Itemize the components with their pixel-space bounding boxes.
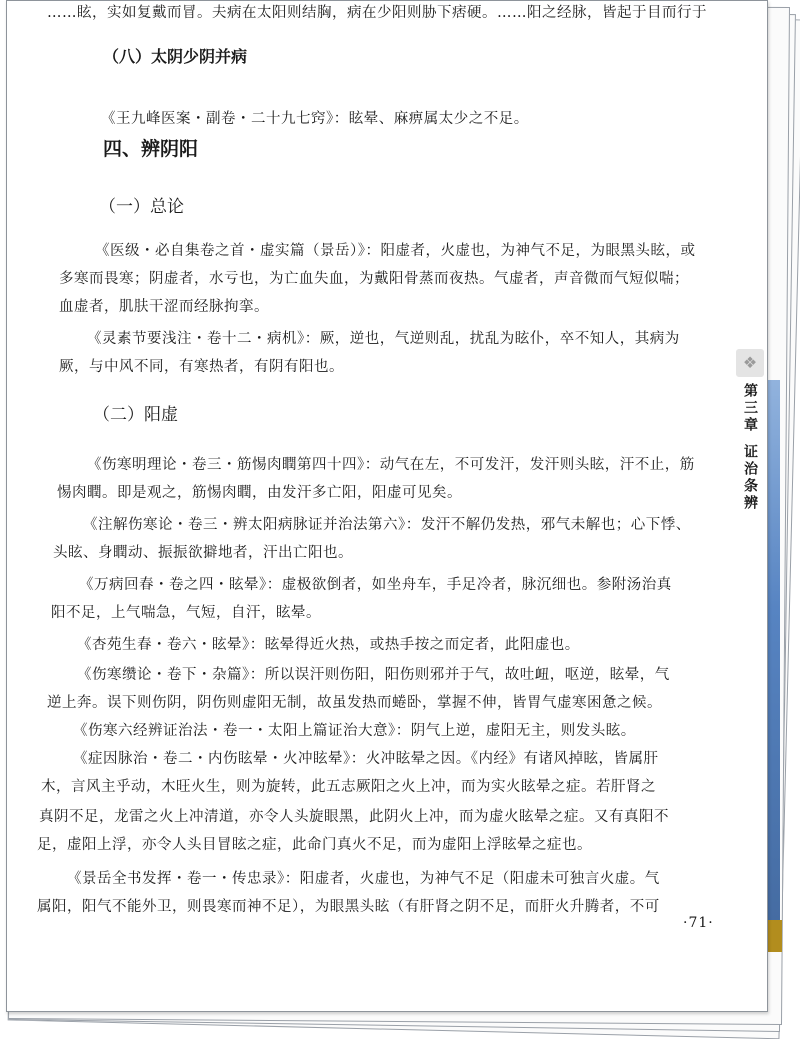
citation-line: 《杏苑生春・卷六・眩晕》：眩晕得近火热，或热手按之而定者，此阳虚也。 — [77, 637, 580, 653]
subsection-heading: （二）阳虚 — [93, 405, 178, 425]
citation-line: 《伤寒六经辨证治法・卷一・太阳上篇证治大意》：阴气上逆，虚阳无主，则发头眩。 — [73, 723, 636, 739]
text-line: 阳不足，上气喘急，气短，自汗，眩晕。 — [51, 605, 321, 621]
text-line: 厥，与中风不同，有寒热者，有阴有阳也。 — [59, 359, 344, 375]
citation-line: 《伤寒缵论・卷下・杂篇》：所以误汗则伤阳，阳伤则邪并于气，故吐衄，呕逆，眩晕，气 — [77, 667, 670, 683]
citation-line: 《景岳全书发挥・卷一・传忠录》：阳虚者，火虚也，为神气不足（阳虚未可独言火虚。气 — [67, 871, 660, 887]
chapter-heading: 四、辨阴阳 — [103, 138, 199, 160]
text-line: 真阴不足，龙雷之火上冲清道，亦令人头旋眼黑，此阴火上冲，而为虚火眩晕之症。又有真阳不 — [39, 809, 669, 825]
text-line: 足，虚阳上浮，亦令人头目冒眩之症，此命门真火不足，而为虚阳上浮眩晕之症也。 — [37, 837, 592, 853]
citation-line: 《症因脉治・卷二・内伤眩晕・火冲眩晕》：火冲眩晕之因。《内经》有诸风掉眩，皆属肝 — [73, 751, 659, 767]
subsection-heading: （一）总论 — [99, 197, 184, 217]
text-line: ……眩，实如复戴而冒。夫病在太阳则结胸，病在少阳则胁下痞硬。……阳之经脉，皆起于目而行于 — [47, 5, 707, 21]
citation-line: 《万病回春・卷之四・眩晕》：虚极欲倒者，如坐舟车，手足冷者，脉沉细也。参附汤治真 — [79, 577, 672, 593]
blue-page-edge — [766, 380, 780, 950]
text-line: 逆上奔。误下则伤阴，阴伤则虚阳无制，故虽发热而蜷卧，掌握不伸，皆胃气虚寒困惫之候。 — [47, 695, 662, 711]
gold-page-edge — [766, 920, 782, 952]
citation-line: 《医级・必自集卷之首・虚实篇（景岳）》：阳虚者，火虚也，为神气不足，为眼黑头眩，或 — [95, 243, 696, 259]
chapter-label: 第三章 — [742, 383, 758, 434]
citation-line: 《王九峰医案・副卷・二十九七窍》：眩晕、麻痹属太少之不足。 — [101, 111, 529, 127]
text-line: 头眩、身瞤动、振振欲擗地者，汗出亡阳也。 — [53, 545, 353, 561]
book-page — [6, 0, 768, 1012]
page-content — [7, 1, 767, 1011]
citation-line: 《灵素节要浅注・卷十二・病机》：厥，逆也，气逆则乱，扰乱为眩仆，卒不知人，其病为 — [87, 331, 680, 347]
page-number: ·71· — [683, 915, 714, 931]
section-heading: （八）太阴少阴并病 — [103, 47, 248, 66]
citation-line: 《伤寒明理论・卷三・筋惕肉瞤第四十四》：动气在左，不可发汗，发汗则头眩，汗不止，筋 — [87, 457, 695, 473]
section-label: 证治条辨 — [742, 444, 758, 512]
chapter-tab — [734, 349, 766, 512]
text-line: 木，言风主乎动，木旺火生，则为旋转，此五志厥阳之火上冲，而为实火眩晕之症。若肝肾之 — [41, 779, 656, 795]
seal-icon: ❖ — [736, 349, 764, 377]
text-line: 多寒而畏寒；阴虚者，水亏也，为亡血失血，为戴阳骨蒸而夜热。气虚者，声音微而气短似喘； — [59, 271, 689, 287]
text-line: 血虚者，肌肤干涩而经脉拘挛。 — [59, 299, 269, 315]
text-line: 惕肉瞤。即是观之，筋惕肉瞤，由发汗多亡阳，阳虚可见矣。 — [57, 485, 462, 501]
text-line: 属阳，阳气不能外卫，则畏寒而神不足），为眼黑头眩（有肝肾之阴不足，而肝火升腾者，不可 — [37, 899, 660, 915]
citation-line: 《注解伤寒论・卷三・辨太阳病脉证并治法第六》：发汗不解仍发热，邪气未解也；心下悸、 — [83, 517, 691, 533]
